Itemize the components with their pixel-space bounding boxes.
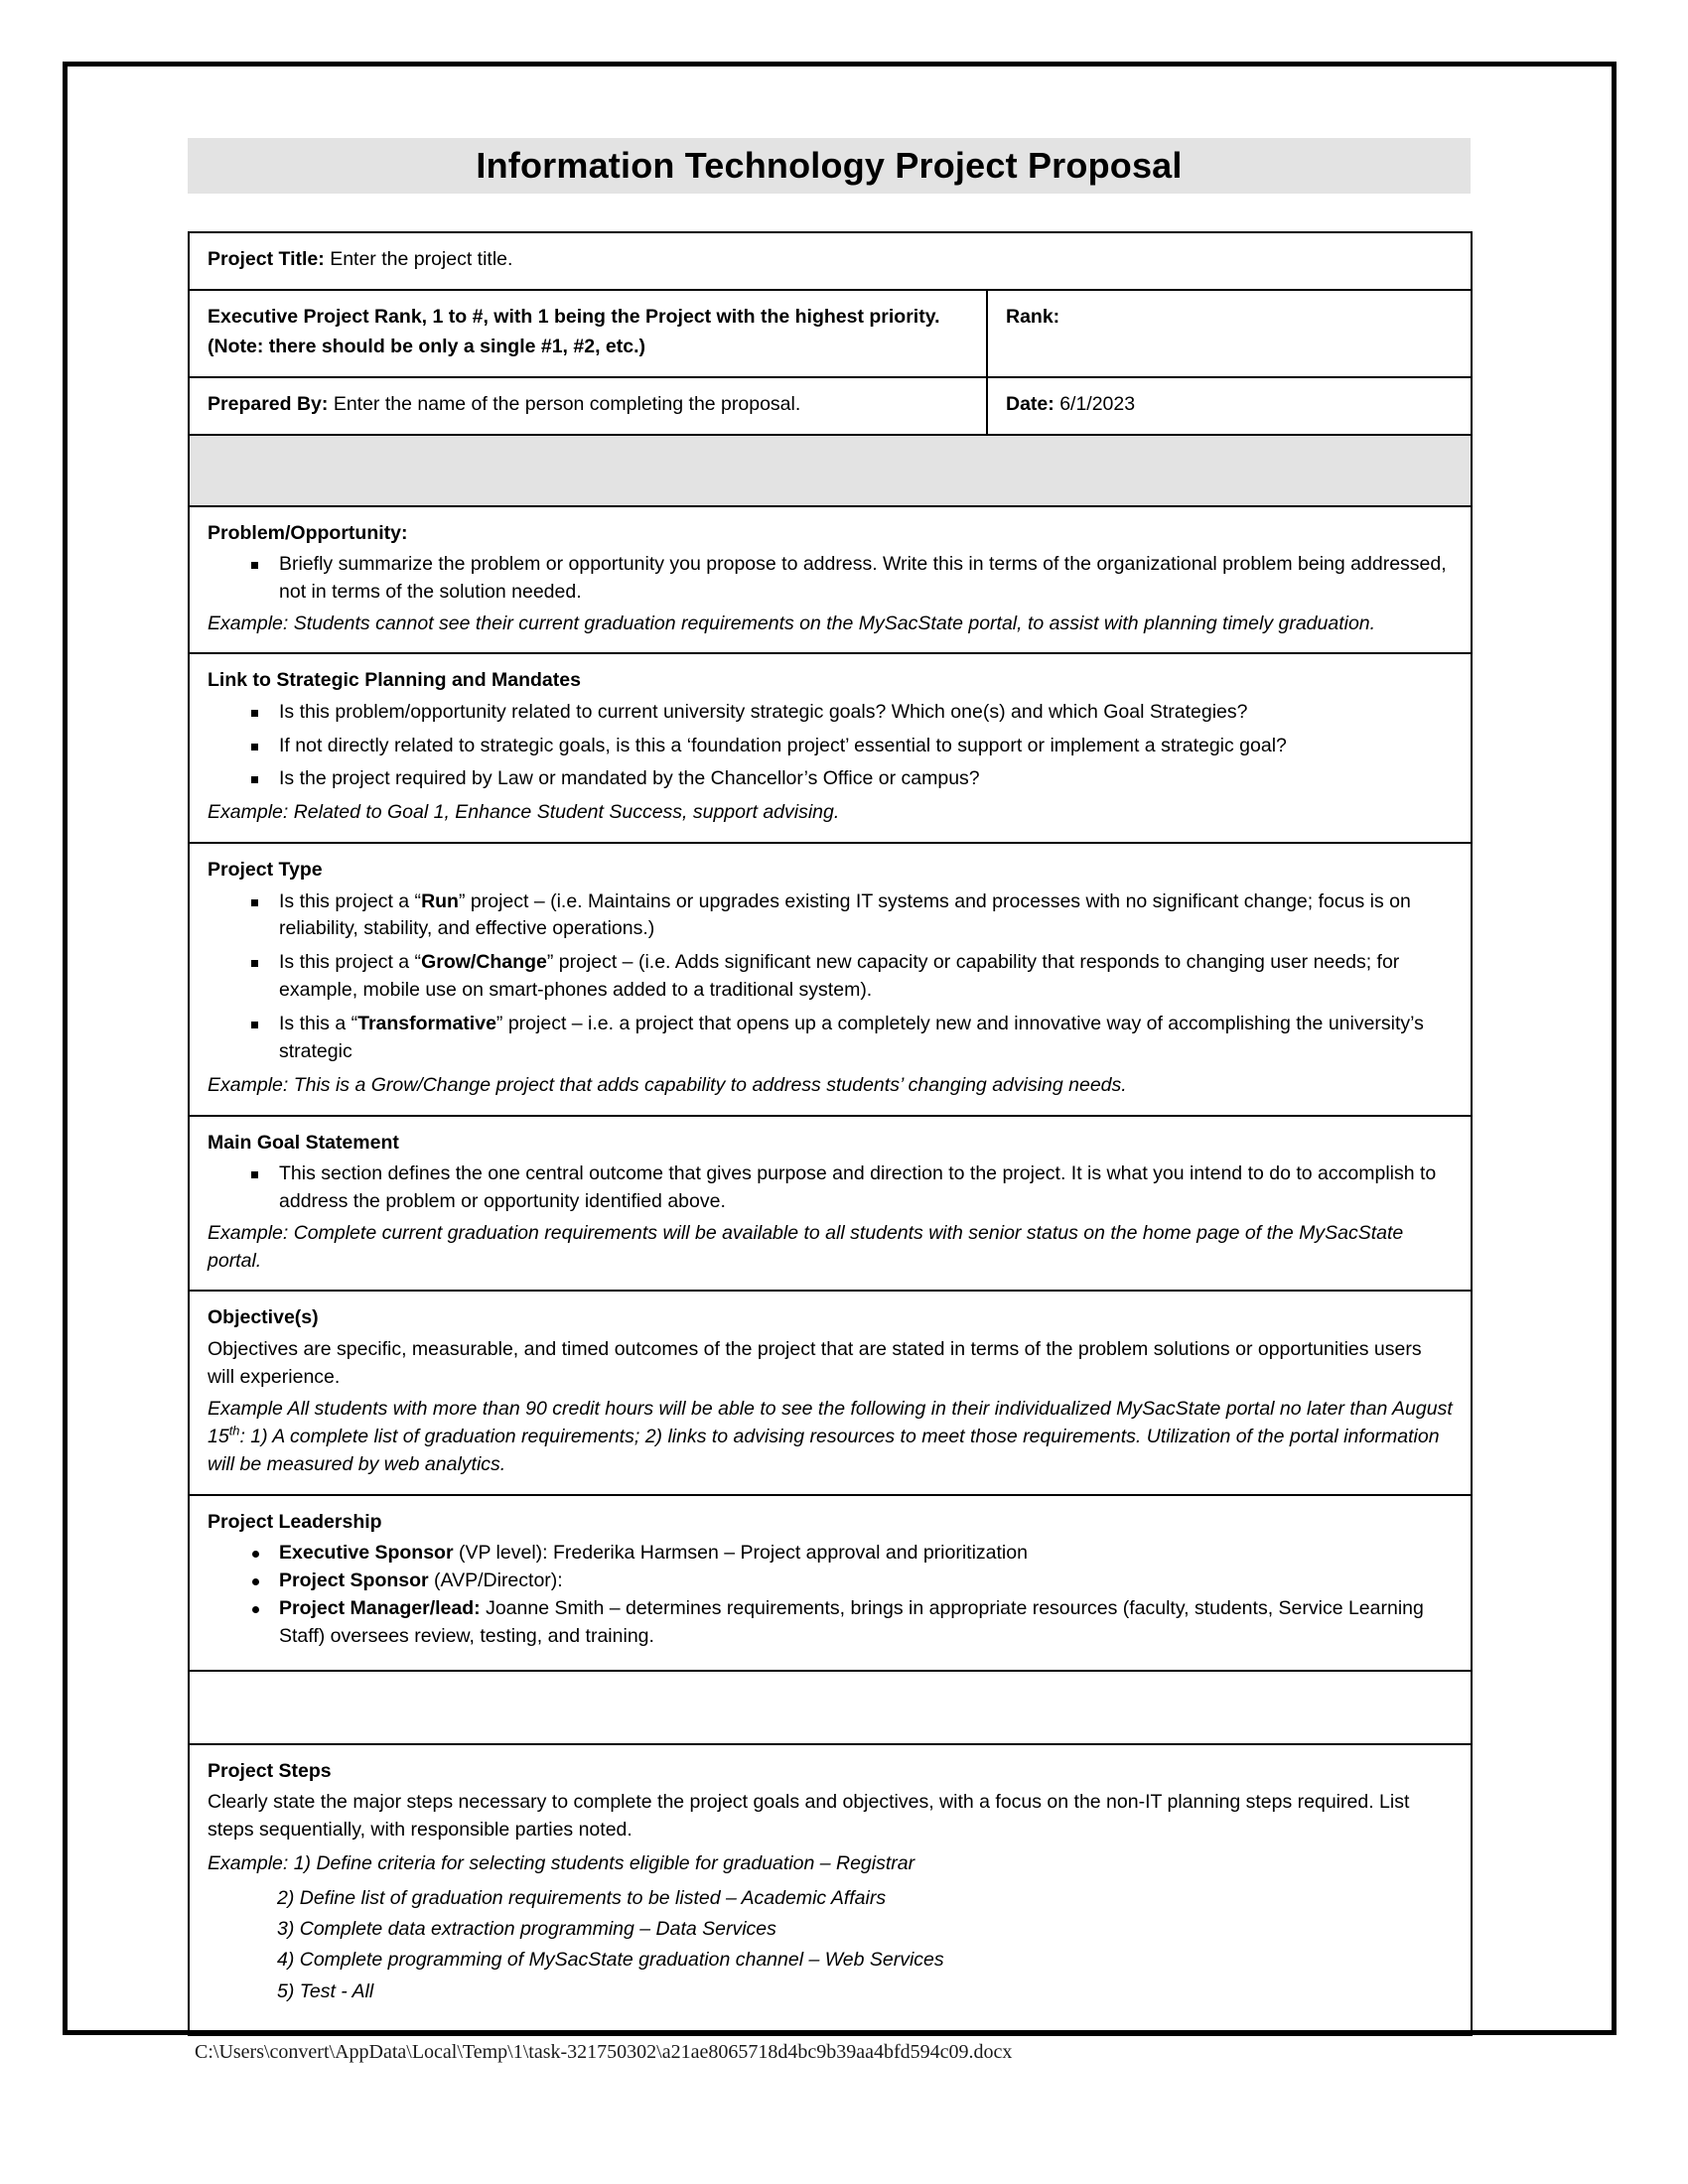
table-row-project-leadership [189,1495,1472,1671]
list-item: Briefly summarize the problem or opportunity you propose to address. Write this in terms of the organizational problem being addressed, not in terms of the solution needed. [208,551,1453,607]
leadership-role-detail: (VP level): Frederika Harmsen – Project approval and prioritization [453,1542,1028,1565]
bullet-bold-term: Transformative [357,1013,496,1035]
objectives-example [208,1396,1453,1479]
bullet-post-text: ” project – (i.e. Maintains or upgrades existing IT systems and processes with no significant change; focus is on reliability, stability, and effective operations.) [279,889,1411,940]
strategic-example: Example: Related to Goal 1, Enhance Student Success, support advising. [208,801,840,824]
list-item: This section defines the one central outcome that gives purpose and direction to the project. It is what you intend to do to accomplish to address the problem or opportunity identified above. [208,1160,1453,1216]
proposal-form-table [188,231,1473,2036]
leadership-role-detail: (AVP/Director): [428,1570,563,1592]
steps-example-item: 3) Complete data extraction programming – Data Services [277,1918,776,1941]
rank-value-cell[interactable] [987,290,1472,377]
leadership-bullet-list [208,1540,1453,1651]
rank-prompt-cell [189,290,987,377]
objectives-example-post: : 1) A complete list of graduation requirements; 2) links to advising resources to meet those requirements. Utilization of the portal information will be measured by web analytics. [208,1426,1440,1476]
bullet-post-text: ” project – i.e. a project that opens up a completely new and innovative way of accomplishing the university’s strategic [279,1013,1424,1062]
table-row-objectives [189,1291,1472,1495]
steps-example-first: Example: 1) Define criteria for selecting students eligible for graduation – Registrar [208,1851,915,1874]
strategic-planning-cell[interactable] [189,653,1472,843]
project-title-label: Project Title: [208,248,325,270]
table-row-project-steps [189,1744,1472,2035]
date-label: Date: [1006,392,1055,415]
leadership-role-label: Executive Sponsor [279,1542,454,1565]
leadership-heading: Project Leadership [208,1511,382,1534]
list-item: Is the project required by Law or mandated by the Chancellor’s Office or campus? [208,765,1453,793]
bullet-pre-text: Is this project a “ [279,951,422,974]
table-row-project-title [189,232,1472,290]
list-item [208,949,1453,1005]
table-row-gray-spacer [189,435,1472,506]
list-item [208,888,1453,944]
rank-prompt-line-1: Executive Project Rank, 1 to #, with 1 being the Project with the highest priority. [208,305,940,328]
footer-file-path: C:\Users\convert\AppData\Local\Temp\1\task-321750302\a21ae8065718d4bc9b39aa4bfd594c09.docx [195,2041,1013,2063]
list-item [208,1595,1453,1651]
list-item: Is this problem/opportunity related to current university strategic goals? Which one(s) and which Goal Strategies? [208,699,1453,727]
objectives-example-superscript: th [228,1423,240,1438]
project-type-example: Example: This is a Grow/Change project that adds capability to address students’ changing advising needs. [208,1073,1127,1096]
prepared-by-label: Prepared By: [208,392,329,415]
list-item: If not directly related to strategic goals, is this a ‘foundation project’ essential to support or implement a strategic goal? [208,733,1453,760]
table-row-project-type [189,843,1472,1115]
objectives-body: Objectives are specific, measurable, and timed outcomes of the project that are stated in terms of the problem solutions or opportunities users will experience. [208,1337,1422,1388]
steps-example-item: 2) Define list of graduation requirements to be listed – Academic Affairs [277,1886,887,1909]
project-title-value: Enter the project title. [330,248,513,270]
prepared-by-value: Enter the name of the person completing the proposal. [333,392,801,415]
objectives-example-pre: Example All students with more than 90 credit hours will be able to see the following in their individualized MySacState portal no later than August 15 [208,1398,1453,1448]
strategic-bullet-list [208,699,1453,794]
problem-heading: Problem/Opportunity: [208,521,408,544]
bullet-pre-text: Is this a “ [279,1013,358,1035]
table-row-main-goal [189,1116,1472,1292]
objectives-cell[interactable] [189,1291,1472,1495]
prepared-by-cell[interactable] [189,377,987,435]
blank-separator-cell [189,1671,1472,1744]
project-type-cell[interactable] [189,843,1472,1115]
steps-example-item: 5) Test - All [277,1979,374,2002]
table-row-prepared-by [189,377,1472,435]
table-row-strategic-planning [189,653,1472,843]
steps-heading: Project Steps [208,1759,332,1782]
bullet-post-text: ” project – (i.e. Adds significant new capacity or capability that responds to changing user needs; for example, mobile use on smart-phones added to a traditional system). [279,951,1400,1002]
steps-body: Clearly state the major steps necessary to complete the project goals and objectives, with a focus on the non-IT planning steps required. List steps sequentially, with responsible parties noted. [208,1791,1410,1842]
table-row-problem-opportunity [189,506,1472,654]
table-row-executive-rank [189,290,1472,377]
project-steps-cell[interactable] [189,1744,1472,2035]
leadership-role-detail: Joanne Smith – determines requirements, brings in appropriate resources (faculty, students, Service Learning Staff) oversees review, testing, and training. [279,1597,1424,1648]
main-goal-heading: Main Goal Statement [208,1131,399,1154]
bullet-pre-text: Is this project a “ [279,889,422,912]
list-item [208,1568,1453,1595]
leadership-role-label: Project Sponsor [279,1570,429,1592]
main-goal-bullet-list [208,1160,1453,1216]
problem-bullet-list [208,551,1453,607]
problem-opportunity-cell[interactable] [189,506,1472,654]
rank-prompt-line-2: (Note: there should be only a single #1, #2, etc.) [208,335,646,357]
bullet-bold-term: Run [421,889,459,912]
steps-example-item: 4) Complete programming of MySacState graduation channel – Web Services [277,1949,944,1972]
project-type-heading: Project Type [208,859,323,882]
date-cell[interactable] [987,377,1472,435]
table-row-blank-spacer [189,1671,1472,1744]
problem-example: Example: Students cannot see their current graduation requirements on the MySacState portal, to assist with planning timely graduation. [208,612,1376,634]
strategic-heading: Link to Strategic Planning and Mandates [208,669,581,692]
list-item [208,1540,1453,1568]
bullet-bold-term: Grow/Change [421,951,547,974]
document-title-banner [188,138,1471,194]
date-value: 6/1/2023 [1059,392,1136,415]
project-type-bullet-list [208,888,1453,1066]
page-title: Information Technology Project Proposal [476,145,1183,186]
list-item [208,1011,1453,1066]
main-goal-example: Example: Complete current graduation requirements will be available to all students with senior status on the home page of the MySacState portal. [208,1221,1404,1272]
rank-label: Rank: [1006,305,1060,328]
project-leadership-cell[interactable] [189,1495,1472,1671]
leadership-role-label: Project Manager/lead: [279,1597,481,1620]
objectives-heading: Objective(s) [208,1306,319,1329]
gray-separator-cell [189,435,1472,506]
project-title-cell[interactable] [189,232,1472,290]
main-goal-cell[interactable] [189,1116,1472,1292]
